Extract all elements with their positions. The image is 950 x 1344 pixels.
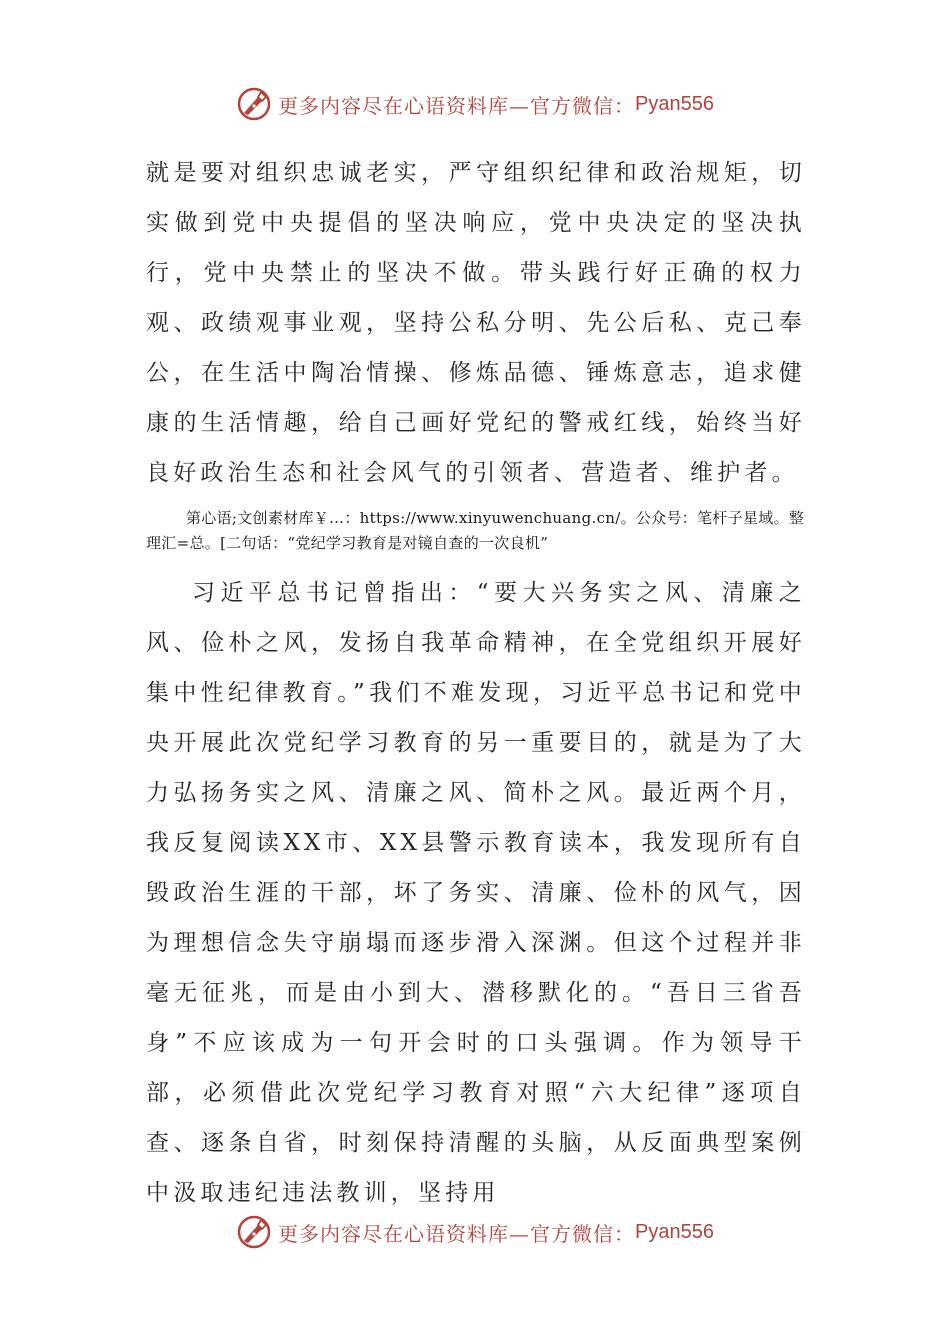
- pen-nib-logo-icon: [236, 1214, 272, 1250]
- header-wechat-id: Pyan556: [635, 92, 714, 115]
- footer-brand-text: 更多内容尽在心语资料库—官方微信：: [278, 1221, 636, 1246]
- footer-wechat-id: Pyan556: [635, 1220, 714, 1243]
- paragraph-2: 习近平总书记曾指出：“要大兴务实之风、清廉之风、俭朴之风，发扬自我革命精神，在全党组织开展好集中性纪律教育。”我们不难发现，习近平总书记和党中央开展此次党纪学习教育的另一重要目的，就是为了大力弘扬务实之风、清廉之风、简朴之风。最近两个月，我反复阅读XX市、XX县警示教育读本，我发现所有自毁政治生涯的干部，坏了务实、清廉、俭朴的风气，因为理想信念失守崩塌而逐步滑入深渊。但这个过程并非毫无征兆，而是由小到大、潜移默化的。“吾日三省吾身”不应该成为一句开会时的口头强调。作为领导干部，必须借此次党纪学习教育对照“六大纪律”逐项自查、逐条自省，时刻保持清醒的头脑，从反面典型案例中汲取违纪违法教训，坚持用: [146, 580, 806, 1206]
- header-brand-text: 更多内容尽在心语资料库—官方微信：: [278, 93, 636, 118]
- paragraph-1-block: [146, 148, 806, 498]
- pen-nib-logo-icon: [236, 86, 272, 122]
- source-note: 第心语;文创素材库￥…：https://www.xinyuwenchuang.cn/。公众号：笔杆子星域。整理汇=总。[二句话：“党纪学习教育是对镜自查的一次良机”: [146, 509, 805, 552]
- page-header: [0, 84, 950, 124]
- paragraph-2-block: [146, 568, 806, 1218]
- page-footer: [0, 1212, 950, 1252]
- paragraph-1: 就是要对组织忠诚老实，严守组织纪律和政治规矩，切实做到党中央提倡的坚决响应，党中央决定的坚决执行，党中央禁止的坚决不做。带头践行好正确的权力观、政绩观事业观，坚持公私分明、先公后私、克己奉公，在生活中陶冶情操、修炼品德、锤炼意志，追求健康的生活情趣，给自己画好党纪的警戒红线，始终当好良好政治生态和社会风气的引领者、营造者、维护者。: [146, 160, 806, 486]
